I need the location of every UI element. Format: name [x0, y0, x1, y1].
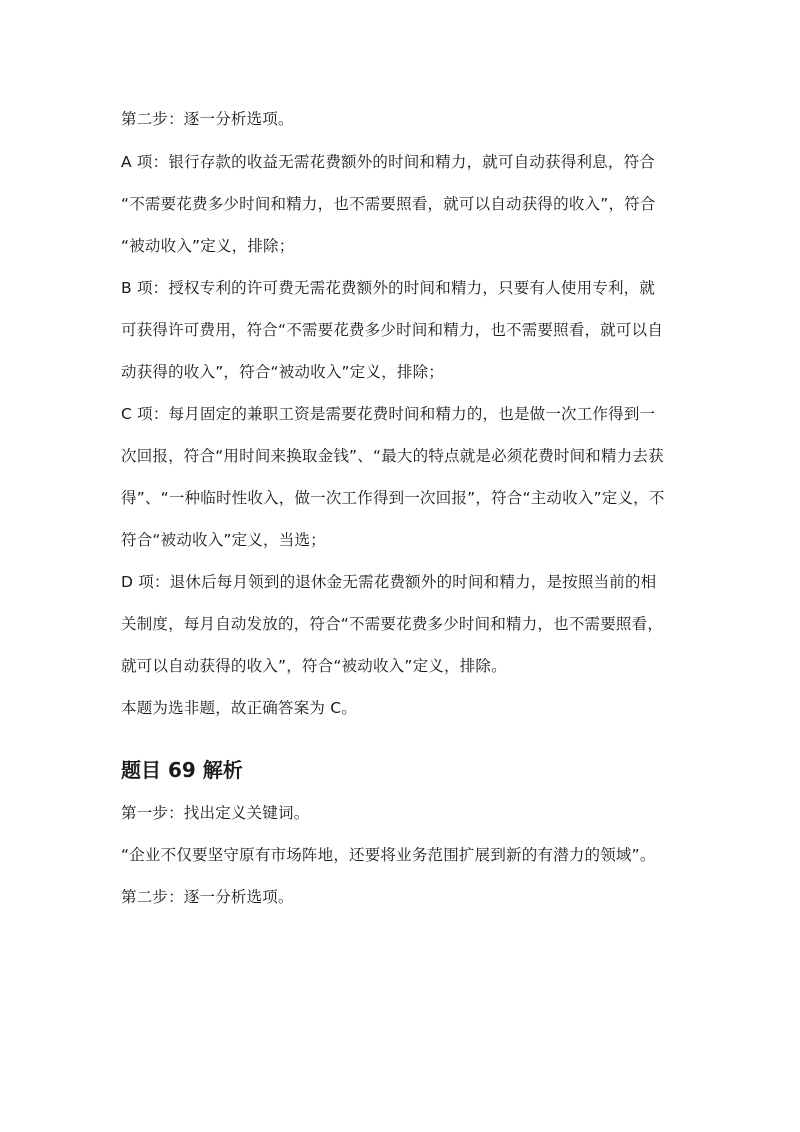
keyword-text: “企业不仅要坚守原有市场阵地，还要将业务范围扩展到新的有潜力的领域”。 — [121, 846, 656, 864]
option-d-line-3: 就可以自动获得的收入”，符合“被动收入”定义，排除。 — [121, 657, 507, 675]
step-two-text: 第二步：逐一分析选项。 — [121, 110, 294, 128]
option-d-line-2: 关制度，每月自动发放的，符合“不需要花费多少时间和精力，也不需要照看， — [121, 615, 664, 633]
option-b-line-2: 可获得许可费用，符合“不需要花费多少时间和精力，也不需要照看，就可以自 — [121, 321, 664, 339]
option-c-line-1: C 项：每月固定的兼职工资是需要花费时间和精力的，也是做一次工作得到一 — [121, 405, 656, 423]
option-a-line-1: A 项：银行存款的收益无需花费额外的时间和精力，就可自动获得利息，符合 — [121, 153, 656, 171]
option-a-line-2: “不需要花费多少时间和精力，也不需要照看，就可以自动获得的收入”，符合 — [121, 195, 656, 213]
step-two-text-second: 第二步：逐一分析选项。 — [121, 888, 294, 906]
step-one-text: 第一步：找出定义关键词。 — [121, 804, 310, 822]
option-c-line-4: 符合“被动收入”定义，当选； — [121, 531, 326, 549]
section-heading: 题目 69 解析 — [121, 758, 243, 782]
conclusion-text: 本题为选非题，故正确答案为 C。 — [121, 699, 357, 717]
option-c-line-2: 次回报，符合“用时间来换取金钱”、“最大的特点就是必须花费时间和精力去获 — [121, 447, 664, 465]
option-b-line-3: 动获得的收入”，符合“被动收入”定义，排除； — [121, 363, 444, 381]
option-c-line-3: 得”、“一种临时性收入，做一次工作得到一次回报”，符合“主动收入”定义，不 — [121, 489, 665, 507]
option-b-line-1: B 项：授权专利的许可费无需花费额外的时间和精力，只要有人使用专利，就 — [121, 279, 656, 297]
option-a-line-3: “被动收入”定义，排除； — [121, 237, 295, 255]
option-d-line-1: D 项：退休后每月领到的退休金无需花费额外的时间和精力，是按照当前的相 — [121, 573, 657, 591]
